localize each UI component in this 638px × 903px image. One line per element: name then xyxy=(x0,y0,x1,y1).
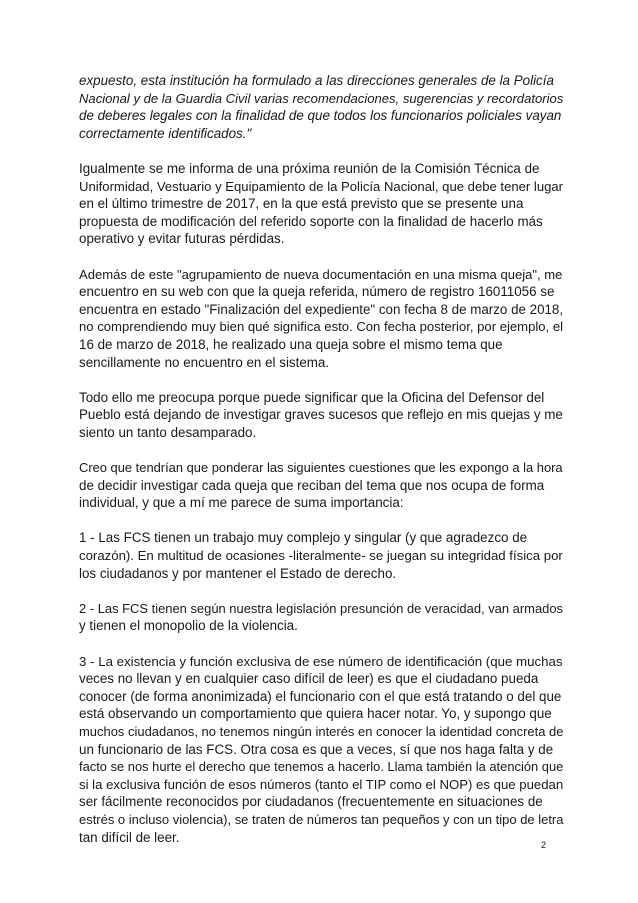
text-line: si la exclusiva función de esos números (tanto el TIP como el NOP) es que puedan xyxy=(79,776,564,792)
text-line: 1 - Las FCS tienen un trabajo muy complejo y singular (y que agradezco de xyxy=(79,530,528,546)
text-line: corazón). En multitud de ocasiones -literalmente- se juegan su integridad física por xyxy=(79,548,563,564)
text-line: ser fácilmente reconocidos por ciudadanos (frecuentemente en situaciones de xyxy=(79,794,543,810)
text-line: Igualmente se me informa de una próxima reunión de la Comisión Técnica de xyxy=(79,160,540,176)
paragraph-considerations-intro xyxy=(79,459,563,512)
text-line: 2 - Las FCS tienen según nuestra legislación presunción de veracidad, van armados xyxy=(79,600,564,616)
paragraph-point-3 xyxy=(79,653,563,847)
text-line: un funcionario de las FCS. Otra cosa es que a veces, sí que nos haga falta y de xyxy=(79,741,554,757)
text-line: encuentro en su web con que la queja referida, número de registro 16011056 se xyxy=(79,284,555,300)
paragraph-point-2 xyxy=(79,600,563,635)
text-line: 3 - La existencia y función exclusiva de ese número de identificación (que muchas xyxy=(79,653,563,669)
paragraph-concern xyxy=(79,389,563,442)
text-line: tan difícil de leer. xyxy=(79,829,180,845)
text-line: conocer (de forma anonimizada) el funcionario con el que está tratando o del que xyxy=(79,688,562,704)
text-line: individual, y que a mí me parece de suma importancia: xyxy=(79,495,404,511)
text-line: Nacional y de la Guardia Civil varias recomendaciones, sugerencias y recordatorios xyxy=(79,90,564,106)
text-line: muchos ciudadanos, no tenemos ningún interés en conocer la identidad concreta de xyxy=(79,723,564,739)
text-line: estrés o incluso violencia), se traten de números tan pequeños y con un tipo de letra xyxy=(79,811,564,827)
text-line: sencillamente no encuentro en el sistema. xyxy=(79,354,330,370)
text-line: no comprendiendo muy bien qué significa esto. Con fecha posterior, por ejemplo, el xyxy=(79,319,564,335)
text-line: operativo y evitar futuras pérdidas. xyxy=(79,231,285,247)
text-line: propuesta de modificación del referido soporte con la finalidad de hacerlo más xyxy=(79,213,543,229)
text-line: de deberes legales con la finalidad de que todos los funcionarios policiales vayan xyxy=(79,108,562,124)
text-line: Todo ello me preocupa porque puede significar que la Oficina del Defensor del xyxy=(79,389,545,405)
text-line: está observando un comportamiento que quiera hacer notar. Yo, y supongo que xyxy=(79,706,552,722)
text-line: Pueblo está dejando de investigar graves sucesos que reflejo en mis quejas y me xyxy=(79,407,563,423)
text-line: y tienen el monopolio de la violencia. xyxy=(79,618,298,634)
paragraph-complaint-status xyxy=(79,266,563,372)
text-line: correctamente identificados." xyxy=(79,125,252,141)
text-line: Uniformidad, Vestuario y Equipamiento de la Policía Nacional, que debe tener lugar xyxy=(79,178,564,194)
page-number: 2 xyxy=(541,840,547,850)
paragraph-commission-meeting xyxy=(79,160,563,248)
text-line: en el último trimestre de 2017, en la que está previsto que se presente una xyxy=(79,196,524,212)
text-line: expuesto, esta institución ha formulado a las direcciones generales de la Policía xyxy=(79,73,554,88)
text-line: de decidir investigar cada queja que reciban del tema que nos ocupa de forma xyxy=(79,477,545,493)
text-line: siento un tanto desamparado. xyxy=(79,424,257,440)
paragraph-point-1 xyxy=(79,529,563,582)
text-line: los ciudadanos y por mantener el Estado de derecho. xyxy=(79,565,397,581)
text-line: 16 de marzo de 2018, he realizado una queja sobre el mismo tema que xyxy=(79,336,503,352)
text-line: Además de este "agrupamiento de nueva documentación en una misma queja", me xyxy=(79,266,563,282)
text-line: facto se nos hurte el derecho que tenemos a hacerlo. Llama también la atención que xyxy=(79,759,564,775)
document-body xyxy=(79,72,563,846)
text-line: encuentra en estado "Finalización del expediente" con fecha 8 de marzo de 2018, xyxy=(79,301,564,317)
paragraph-quote-conclusion xyxy=(79,72,563,142)
text-line: veces no llevan y en cualquier caso difícil de leer) es que el ciudadano pueda xyxy=(79,671,539,687)
text-line: Creo que tendrían que ponderar las siguientes cuestiones que les expongo a la hora xyxy=(79,460,563,476)
